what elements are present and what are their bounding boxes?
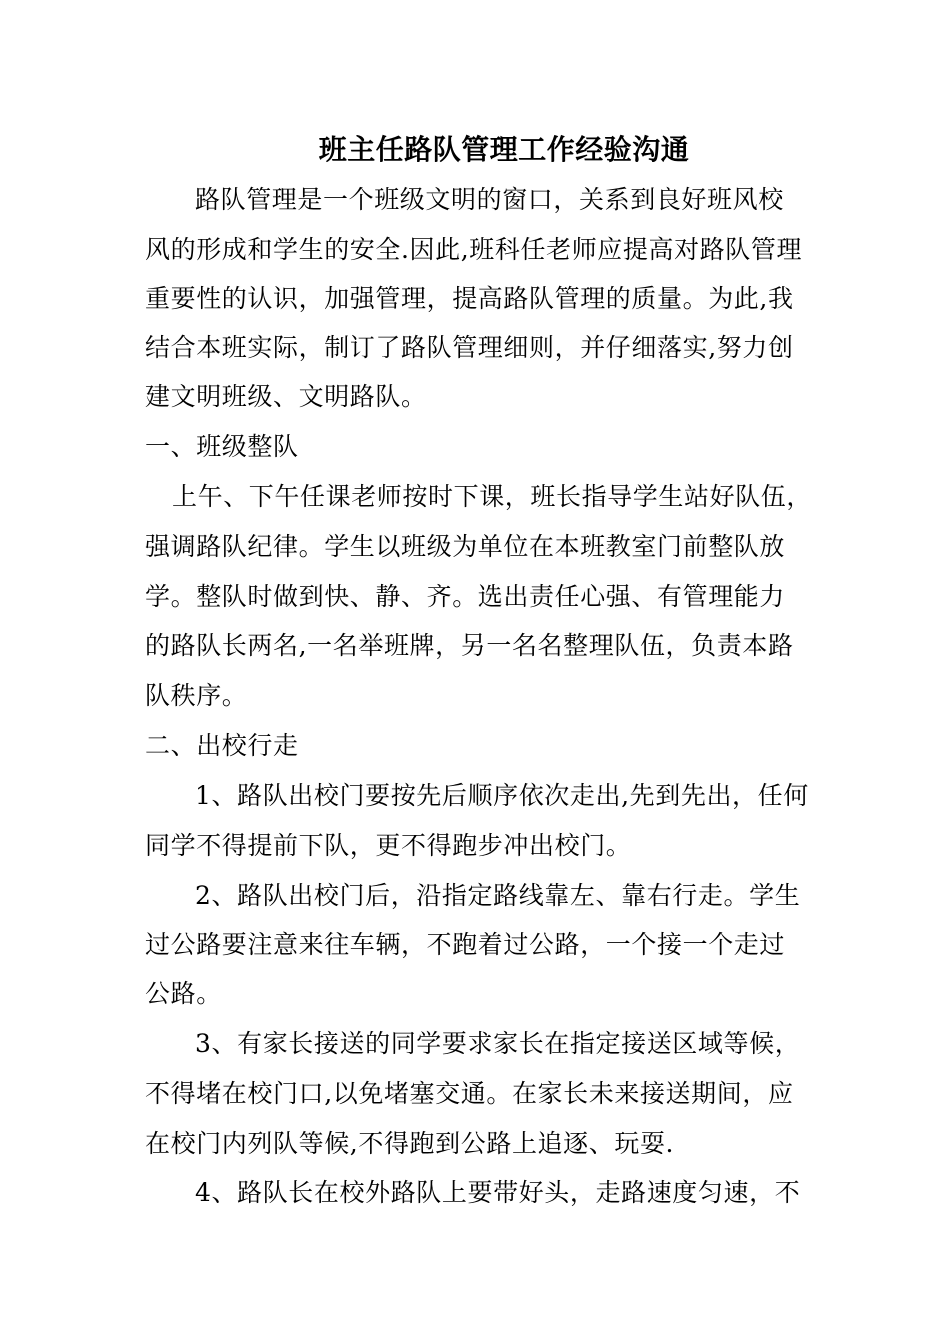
- paragraph-line: 过公路要注意来往车辆，不跑着过公路，一个接一个走过: [145, 930, 786, 959]
- paragraph-line: 上午、下午任课老师按时下课，班长指导学生站好队伍，: [172, 482, 813, 511]
- paragraph-line: 3、有家长接送的同学要求家长在指定接送区域等候，: [195, 1029, 801, 1058]
- section-heading: 二、出校行走: [145, 731, 299, 760]
- paragraph-line: 建文明班级、文明路队。: [145, 382, 427, 411]
- paragraph-line: 1、路队出校门要按先后顺序依次走出,先到先出，任何: [195, 781, 809, 810]
- paragraph-line: 2、路队出校门后，沿指定路线靠左、靠右行走。学生: [195, 881, 801, 910]
- paragraph-line: 在校门内列队等候,不得跑到公路上追逐、玩耍.: [145, 1129, 675, 1158]
- paragraph-line: 同学不得提前下队，更不得跑步冲出校门。: [145, 831, 632, 860]
- document-title: 班主任路队管理工作经验沟通: [318, 133, 690, 166]
- paragraph-line: 强调路队纪律。学生以班级为单位在本班教室门前整队放: [145, 532, 786, 561]
- paragraph-line: 重要性的认识，加强管理，提高路队管理的质量。为此,我: [145, 284, 794, 313]
- paragraph-line: 队秩序。: [145, 681, 248, 710]
- paragraph-line: 4、路队长在校外路队上要带好头，走路速度匀速，不: [195, 1178, 801, 1207]
- paragraph-line: 不得堵在校门口,以免堵塞交通。在家长未来接送期间，应: [145, 1079, 794, 1108]
- paragraph-line: 学。整队时做到快、静、齐。选出责任心强、有管理能力: [145, 582, 786, 611]
- paragraph-line: 路队管理是一个班级文明的窗口，关系到良好班风校: [195, 185, 784, 214]
- paragraph-line: 结合本班实际，制订了路队管理细则，并仔细落实,努力创: [145, 333, 794, 362]
- section-heading: 一、班级整队: [145, 432, 299, 461]
- paragraph-line: 的路队长两名,一名举班牌，另一名名整理队伍，负责本路: [145, 631, 794, 660]
- paragraph-line: 风的形成和学生的安全.因此,班科任老师应提高对路队管理: [145, 235, 803, 264]
- paragraph-line: 公路。: [145, 979, 222, 1008]
